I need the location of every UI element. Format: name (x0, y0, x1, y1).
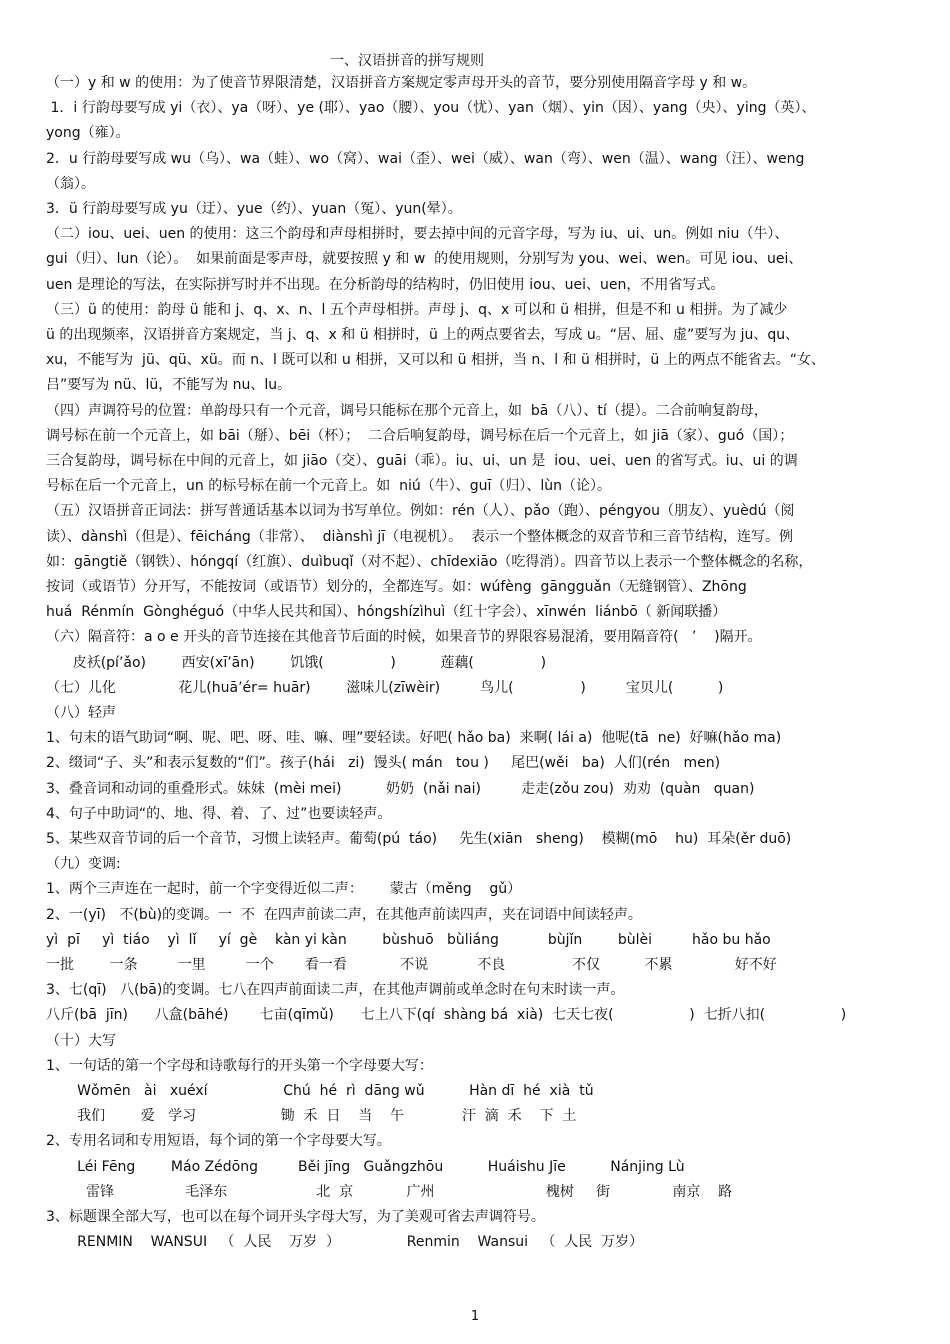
text-line: RENMIN WANSUI （ 人民 万岁 ） Renmin Wansui （ 人民 万岁） (46, 1234, 644, 1250)
text-line: 2、一(yī) 不(bù)的变调。一 不 在四声前读二声，在其他声前读四声，夹在词语中间读轻声。 (46, 907, 642, 923)
text-line: 吕”要写为 nü、lü，不能写为 nu、lu。 (46, 377, 292, 393)
text-line: uen 是理论的写法，在实际拼写时并不出现。在分析韵母的结构时，仍旧使用 iou、uei、uen，不用省写式。 (46, 277, 725, 293)
text-line: 2、专用名词和专用短语，每个词的第一个字母要大写。 (46, 1133, 391, 1149)
text-line: （七）儿化 花儿(huā’ér= huār) 滋味儿(zīwèir) 鸟儿( ) 宝贝儿( ) (46, 680, 724, 696)
text-line: （二）iou、uei、uen 的使用：这三个韵母和声母相拼时，要去掉中间的元音字母，写为 iu、ui、un。例如 niu（牛）、 (46, 226, 789, 242)
document-title: 一、汉语拼音的拼写规则 (330, 53, 484, 69)
text-line: 1．i 行韵母要写成 yi（衣）、ya（呀）、ye (耶）、yao（腰）、you（忧）、yan（烟）、yin（因）、yang（央）、ying（英）、 (46, 100, 816, 116)
text-line: 1、一句话的第一个字母和诗歌每行的开头第一个字母要大写： (46, 1058, 433, 1074)
text-line: 1、两个三声连在一起时，前一个字变得近似二声： 蒙古（měng gǔ） (46, 881, 522, 897)
text-line: 雷锋 毛泽东 北 京 广州 槐树 街 南京 路 (46, 1184, 733, 1200)
text-line: 读）、dànshì（但是）、fēicháng（非常）、 diànshì jī（电视机）。 表示一个整体概念的双音节和三音节结构，连写。例 (46, 529, 794, 545)
text-line: 4、句子中助词“的、地、得、着、了、过”也要读轻声。 (46, 806, 392, 822)
text-line: Wǒmēn ài xuéxí Chú hé rì dāng wǔ Hàn dī hé xià tǔ (46, 1083, 594, 1099)
text-line: 三合复韵母，调号标在中间的元音上，如 jiāo（交）、guāi（乖）。iu、ui、un 是 iou、uei、uen 的省写式。iu、ui 的调 (46, 453, 798, 469)
text-line: （十）大写 (46, 1033, 116, 1049)
text-line: 1、句末的语气助词“啊、呢、吧、呀、哇、嘛、哩”要轻读。好吧( hǎo ba) 来啊( lái a) 他呢(tā ne) 好嘛(hǎo ma) (46, 730, 782, 746)
text-line: （五）汉语拼音正词法：拼写普通话基本以词为书写单位。例如：rén（人）、pǎo（跑）、péngyou（朋友）、yuèdú（阅 (46, 503, 795, 519)
text-line: （四）声调符号的位置：单韵母只有一个元音，调号只能标在那个元音上，如 bā（八）、tí（提）。二合前响复韵母， (46, 403, 768, 419)
text-line: 如：gāngtiě（钢铁）、hóngqí（红旗）、duìbuqǐ（对不起）、chīdexiāo（吃得消）。四音节以上表示一个整体概念的名称， (46, 554, 813, 570)
text-line: （一）y 和 w 的使用：为了使音节界限清楚，汉语拼音方案规定零声母开头的音节，要分别使用隔音字母 y 和 w。 (46, 75, 757, 91)
text-line: 按词（或语节）分开写，不能按词（或语节）划分的，全都连写。如：wúfèng gāngguǎn（无缝钢管）、Zhōng (46, 579, 747, 595)
text-line: huá Rénmín Gònghéguó（中华人民共和国）、hóngshízìhuì（红十字会）、xīnwén liánbō（ 新闻联播） (46, 604, 727, 620)
text-line: （六）隔音符：a o e 开头的音节连接在其他音节后面的时候，如果音节的界限容易混淆，要用隔音符( ’ )隔开。 (46, 629, 762, 645)
text-line: 3、叠音词和动词的重叠形式。妹妹 (mèi mei) 奶奶 (nǎi nai) 走走(zǒu zou) 劝劝 (quàn quan) (46, 781, 755, 797)
text-line: 3、七(qī) 八(bā)的变调。七八在四声前面读二声，在其他声调前或单念时在句末时读一声。 (46, 982, 625, 998)
text-line: 八斤(bā jīn) 八盒(bāhé) 七亩(qīmǔ) 七上八下(qí shàng bá xià) 七天七夜( ) 七折八扣( ) (46, 1007, 847, 1023)
text-line: （九）变调: (46, 856, 121, 872)
text-line: ü 的出现频率，汉语拼音方案规定，当 j、q、x 和 ü 相拼时，ü 上的两点要省去，写成 u。“居、屈、虚”要写为 ju、qu、 (46, 327, 800, 343)
text-line: gui（归）、lun（论）。 如果前面是零声母，就要按照 y 和 w 的使用规则，分别写为 you、wei、wen。可见 iou、uei、 (46, 251, 803, 267)
text-line: 皮袄(pí’ǎo) 西安(xī’ān) 饥饿( ) 莲藕( ) (46, 655, 547, 671)
text-line: yong（雍）。 (46, 125, 130, 141)
text-line: 2．u 行韵母要写成 wu（乌）、wa（蛙）、wo（窝）、wai（歪）、wei（威）、wan（弯）、wen（温）、wang（汪）、weng (46, 151, 805, 167)
text-line: 调号标在前一个元音上，如 bāi（掰）、bēi（杯）； 二合后响复韵母，调号标在后一个元音上，如 jiā（家）、guó（国）； (46, 428, 794, 444)
text-line: 3、标题课全部大写，也可以在每个词开头字母大写，为了美观可省去声调符号。 (46, 1209, 545, 1225)
text-line: Léi Fēng Máo Zédōng Běi jīng Guǎngzhōu Huáishu Jīe Nánjing Lù (46, 1159, 685, 1175)
page-number: 1 (470, 1309, 480, 1324)
text-line: （八）轻声 (46, 705, 116, 721)
text-line: yì pī yì tiáo yì lǐ yí gè kàn yi kàn bùshuō bùliáng bùjǐn bùlèi hǎo bu hǎo (46, 932, 771, 948)
text-line: （翁）。 (46, 176, 95, 192)
text-line: xu，不能写为 jü、qü、xü。而 n、l 既可以和 u 相拼，又可以和 ü 相拼，当 n、l 和 ü 相拼时，ü 上的两点不能省去。“女、 (46, 352, 825, 368)
text-line: 号标在后一个元音上，un 的标号标在前一个元音上。如 niú（牛）、guī（归）、lùn（论）。 (46, 478, 612, 494)
text-line: （三）ü 的使用：韵母 ü 能和 j、q、x、n、l 五个声母相拼。声母 j、q、x 可以和 ü 相拼，但是不和 u 相拼。为了减少 (46, 302, 788, 318)
text-line: 一批 一条 一里 一个 看一看 不说 不良 不仅 不累 好不好 (46, 957, 777, 973)
text-line: 我们 爱 学习 锄 禾 日 当 午 汗 滴 禾 下 土 (46, 1108, 577, 1124)
text-line: 5、某些双音节词的后一个音节，习惯上读轻声。葡萄(pú táo) 先生(xiān sheng) 模糊(mō hu) 耳朵(ěr duō) (46, 831, 792, 847)
text-line: 3．ü 行韵母要写成 yu（迂）、yue（约）、yuan（冤）、yun(晕）。 (46, 201, 462, 217)
text-line: 2、缀词“子、头”和表示复数的“们”。孩子(hái zi) 馒头( mán tou ) 尾巴(wěi ba) 人们(rén men) (46, 755, 721, 771)
